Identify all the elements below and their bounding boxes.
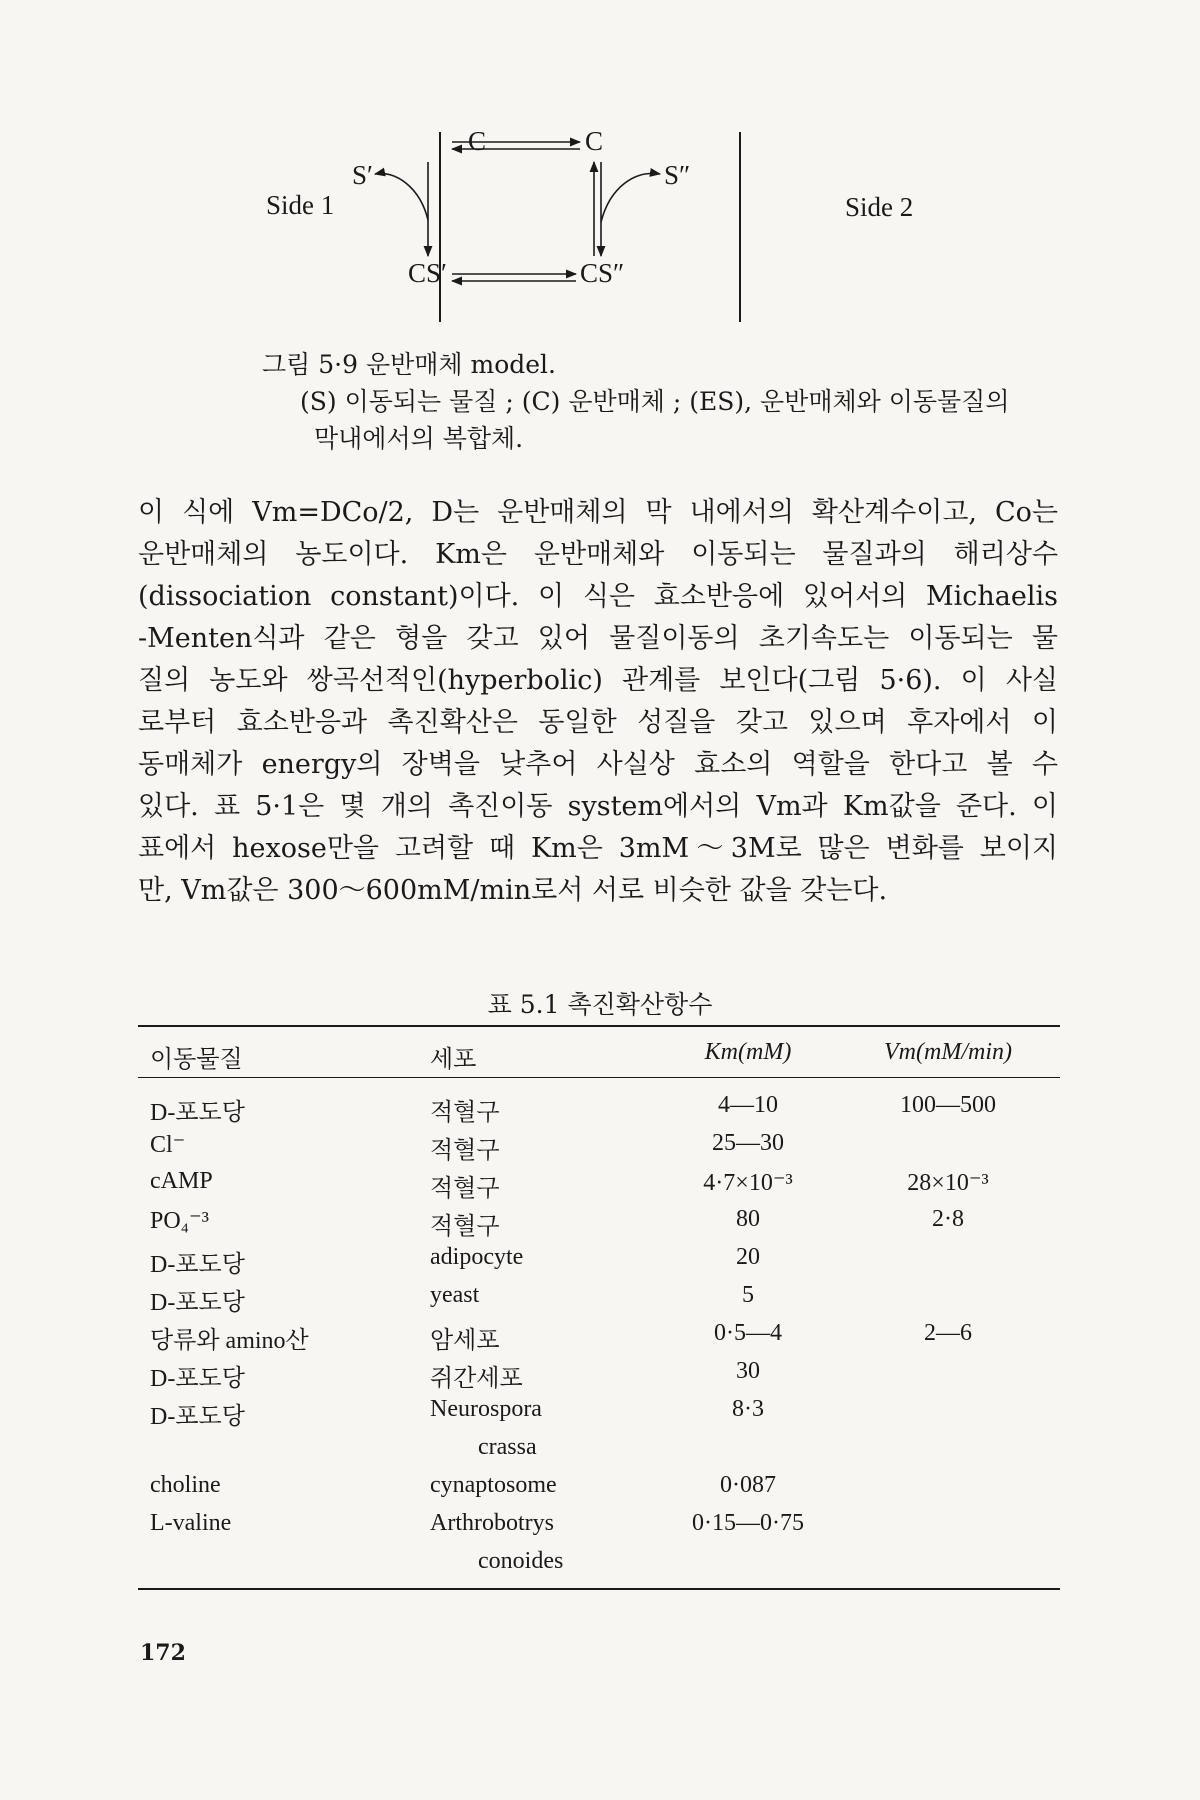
cell-type-cell: crassa [478,1434,537,1460]
km-cell: 0·087 [720,1472,776,1498]
table-row [138,1124,1060,1162]
table-row [138,1466,1060,1504]
paragraph-line: 이 식에 Vm=DCo/2, D는 운반매체의 막 내에서의 확산계수이고, Co는 [138,497,1058,528]
table-row [138,1428,1060,1466]
cell-type-cell: 암세포 [430,1328,500,1354]
carrier-model-figure [266,126,940,332]
paragraph-line: 표에서 hexose만을 고려할 때 Km은 3mM～3M로 많은 변화를 보이지 [138,833,1058,864]
cs-prime-label: CS′ [408,258,447,288]
c-right-label: C [585,126,604,156]
substance-cell: Cl⁻ [150,1132,186,1158]
right-curve-arrow [601,173,660,222]
cell-type-cell: cynaptosome [430,1472,557,1498]
vm-cell: 2·8 [932,1206,964,1232]
substance-cell: D-포도당 [150,1252,245,1278]
header-substance: 이동물질 [150,1047,243,1073]
table-row [138,1162,1060,1200]
paragraph-line: (dissociation constant)이다. 이 식은 효소반응에 있어서의 Michaelis [138,581,1058,612]
c-left-label: C [468,126,487,156]
km-cell: 20 [736,1244,760,1270]
vm-cell: 100—500 [900,1092,996,1118]
caption-line-3: 막내에서의 복합체. [314,424,524,453]
paragraph-line: 만, Vm값은 300～600mM/min로서 서로 비슷한 값을 갖는다. [138,875,888,906]
header-vm: Vm(mM/min) [884,1039,1012,1065]
table-row [138,1200,1060,1238]
caption-line-1: 그림 5·9 운반매체 model. [262,350,556,379]
substance-cell: D-포도당 [150,1290,245,1316]
table-row [138,1276,1060,1314]
s-double-prime-label: S″ [664,160,691,190]
km-cell: 4—10 [718,1092,778,1118]
substance-cell: D-포도당 [150,1366,245,1392]
side2-label: Side 2 [845,192,914,222]
table-title: 표 5.1 촉진확산항수 [487,990,713,1019]
table-row [138,1390,1060,1428]
paragraph-line: 동매체가 energy의 장벽을 낮추어 사실상 효소의 역할을 한다고 볼 수 [138,749,1058,780]
km-cell: 8·3 [732,1396,764,1422]
km-cell: 80 [736,1206,760,1232]
table-row [138,1542,1060,1580]
km-cell: 25—30 [712,1130,784,1156]
km-cell: 30 [736,1358,760,1384]
vm-cell: 28×10⁻³ [907,1170,989,1196]
cell-type-cell: Arthrobotrys [430,1510,554,1536]
substance-cell: 당류와 amino산 [150,1328,309,1354]
table-header-row [138,1027,1060,1077]
substance-cell: cAMP [150,1168,213,1194]
header-km: Km(mM) [704,1039,792,1065]
paragraph-line: 질의 농도와 쌍곡선적인(hyperbolic) 관계를 보인다(그림 5·6). 이 사실 [138,665,1058,696]
header-cell: 세포 [430,1047,477,1073]
km-cell: 0·5—4 [714,1320,782,1346]
facilitated-diffusion-table [138,1025,1060,1590]
cell-type-cell: 적혈구 [430,1214,500,1240]
km-cell: 0·15—0·75 [692,1510,804,1536]
paragraph-line: -Menten식과 같은 형을 갖고 있어 물질이동의 초기속도는 이동되는 물 [138,623,1058,654]
paragraph-line: 운반매체의 농도이다. Km은 운반매체와 이동되는 물질과의 해리상수 [138,539,1058,570]
page-number: 172 [140,1640,186,1666]
side1-label: Side 1 [266,190,335,220]
left-curve-arrow [375,173,428,220]
substance-cell: choline [150,1472,221,1498]
table-body [138,1086,1060,1580]
cell-type-cell: 적혈구 [430,1138,500,1164]
cell-type-cell: yeast [430,1282,480,1308]
cell-type-cell: Neurospora [430,1396,542,1422]
caption-line-2: (S) 이동되는 물질 ; (C) 운반매체 ; (ES), 운반매체와 이동물질의 [300,387,1010,416]
cell-type-cell: 쥐간세포 [430,1366,523,1392]
substance-cell: PO₄⁻³ [150,1208,209,1234]
s-prime-label: S′ [352,160,373,190]
body-paragraph [138,492,1058,912]
table-bottom-rule [138,1588,1060,1590]
table-row [138,1238,1060,1276]
figure-caption [262,346,1062,457]
km-cell: 4·7×10⁻³ [703,1170,793,1196]
cell-type-cell: 적혈구 [430,1100,500,1126]
cell-type-cell: 적혈구 [430,1176,500,1202]
substance-cell: D-포도당 [150,1100,245,1126]
paragraph-line: 있다. 표 5·1은 몇 개의 촉진이동 system에서의 Vm과 Km값을 준다. 이 [138,791,1058,822]
table-row [138,1504,1060,1542]
table-row [138,1086,1060,1124]
substance-cell: D-포도당 [150,1404,245,1430]
paragraph-line: 로부터 효소반응과 촉진확산은 동일한 성질을 갖고 있으며 후자에서 이 [138,707,1058,738]
table-row [138,1314,1060,1352]
cell-type-cell: adipocyte [430,1244,524,1270]
table-row [138,1352,1060,1390]
vm-cell: 2—6 [924,1320,972,1346]
carrier-diagram [280,132,940,332]
substance-cell: L-valine [150,1510,232,1536]
km-cell: 5 [742,1282,754,1308]
cell-type-cell: conoides [478,1548,564,1574]
cs-double-prime-label: CS″ [580,258,625,288]
